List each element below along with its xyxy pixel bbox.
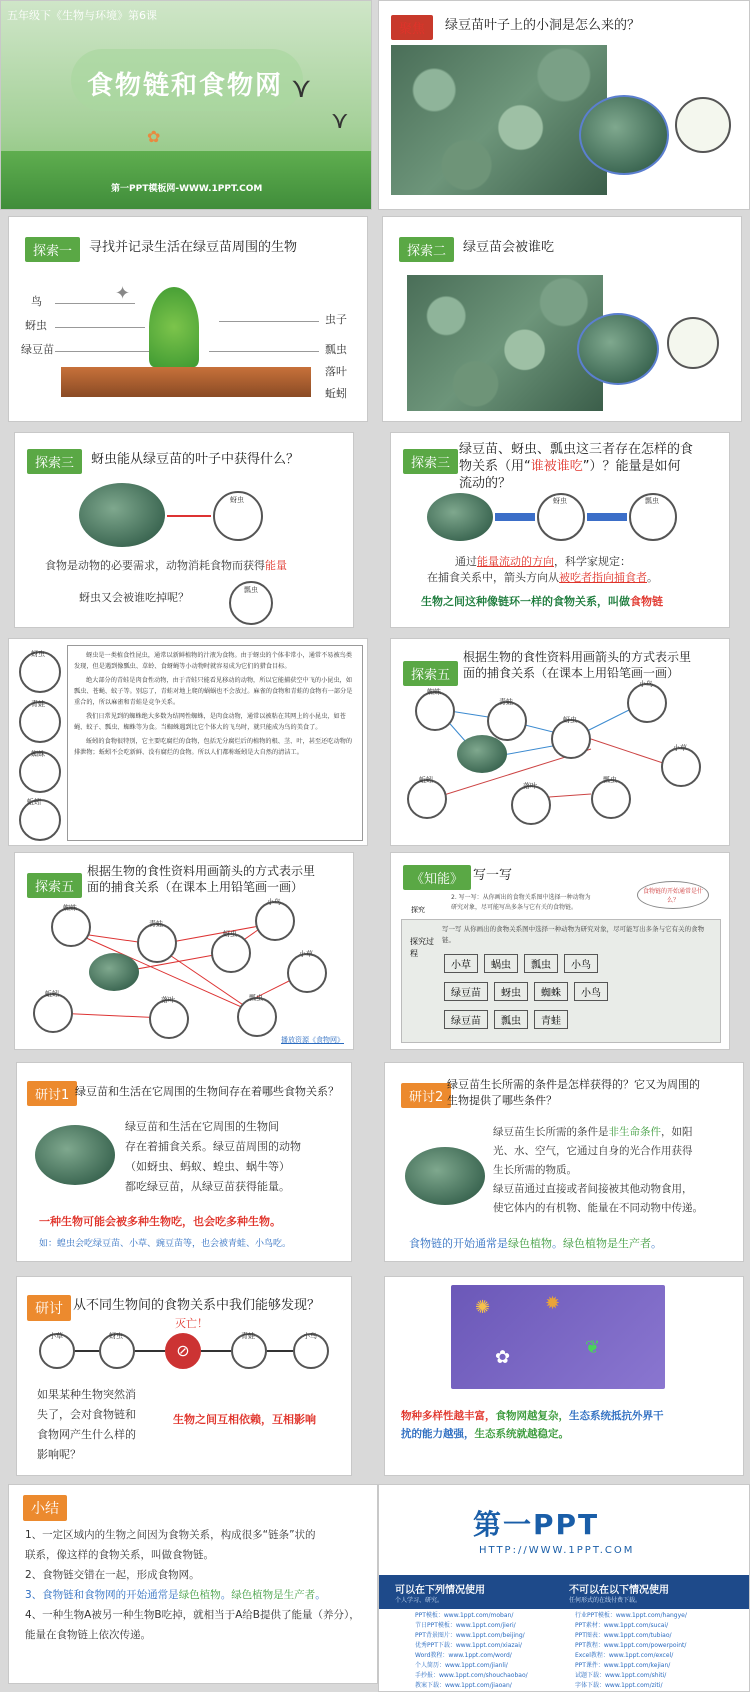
animal-icon: ✹	[545, 1293, 561, 1314]
paragraph-earthworm: 蚯蚓的食物很特别，它主要吃腐烂的食物，包括无分腐烂后的植物的根、茎、叶，甚至还吃动物的排泄物；蚯蚓不会吃新鲜、没有腐烂的食物。所以人们都称蚯蚓是大自然的清洁工。	[74, 738, 353, 756]
spider-label: 蜘蛛	[31, 750, 45, 758]
label-bird: 鸟	[31, 295, 42, 308]
explore-tag: 探索五	[27, 873, 82, 898]
earthworm-label: 蚯蚓	[27, 798, 41, 806]
bird-label: 小鸟	[267, 898, 281, 906]
reading-panel	[67, 645, 363, 841]
aphid-label: 蚜虫	[109, 1332, 123, 1340]
spider-node	[51, 907, 91, 947]
earthworm-node	[407, 779, 447, 819]
footer-label: 第一PPT模板网-WWW.1PPT.COM	[111, 184, 263, 194]
explore-title: 绿豆苗会被谁吃	[463, 240, 555, 255]
spider-label: 蜘蛛	[63, 904, 77, 912]
frog-label: 青蛙	[241, 1332, 255, 1340]
aphid-label: 蚜虫	[223, 930, 237, 938]
paragraph-aphid: 蚜虫是一类植食性昆虫，通常以新鲜植物的汁液为食物。由于蚜虫的个体非常小，通常不易被鸟类发现，但是遇到像瓢虫、草蛉、食蚜蝇等小动物时就容易成为它们的猎食目标。	[74, 652, 353, 670]
workbook-title: 写一写	[473, 868, 513, 883]
frog-label: 青蛙	[31, 700, 45, 708]
slide-title[interactable]	[0, 0, 372, 210]
soil-strip	[61, 367, 311, 397]
ladybug-label: 瓢虫	[244, 586, 258, 594]
explore-tag: 探索一	[25, 237, 80, 262]
bird-icon: ✦	[115, 283, 131, 304]
bird-node	[627, 683, 667, 723]
relation-line	[167, 515, 211, 517]
slide-main-title: 食物链和食物网	[87, 71, 284, 101]
play-resource-link[interactable]: 播放资源《食物网》	[281, 1036, 344, 1044]
frog-label: 青蛙	[499, 698, 513, 706]
resource-links-left: PPT模板：www.1ppt.com/moban/ 节日PPT模板：www.1ppt.com/jieri/ PPT背景图片：www.1ppt.com/beijing/ 优秀PPT下载：www.1ppt.com/xiazai/ Word教程：www.1ppt.com/word/ 个人简历：www.1ppt.com/jianli/ 手抄报：www.1ppt.com/shouchaobao/ 教案下载：www.1ppt.com/jiaoan/	[379, 1609, 565, 1692]
grass-label: 小草	[673, 744, 687, 752]
extinct-label: 灭亡！	[175, 1317, 208, 1330]
explore-tag: 探索三	[27, 449, 82, 474]
grass-label: 小草	[49, 1332, 63, 1340]
leaf-circle	[427, 493, 493, 541]
bird-label: 小鸟	[303, 1332, 317, 1340]
answer-text: 生物之间互相依赖，互相影响	[173, 1413, 316, 1426]
bean-leaf-circle	[35, 1125, 115, 1185]
earthworm-label: 蚯蚓	[45, 990, 59, 998]
leaves-node	[511, 785, 551, 825]
zoom-circle-leaf	[579, 95, 669, 175]
frog-label: 青蛙	[149, 920, 163, 928]
no-entry-icon: ⊘	[176, 1341, 190, 1360]
chain-arrow	[267, 1350, 293, 1352]
slide-discuss-2[interactable]	[384, 1062, 744, 1262]
can-use-heading: 可以在下列情况使用	[395, 1585, 485, 1596]
slide-discuss-3[interactable]	[16, 1276, 352, 1476]
leaf-circle	[79, 483, 165, 547]
explore-title: 绿豆苗、蚜虫、瓢虫这三者存在怎样的食 物关系（用“谁被谁吃”）？能量是如何 流动的？	[459, 442, 694, 491]
summary-tag: 小结	[23, 1495, 67, 1521]
butterfly-icon: ✿	[147, 127, 161, 146]
removed-node	[165, 1333, 201, 1369]
chain-row-2: 绿豆苗 蚜虫 蜘蛛 小鸟	[444, 982, 608, 1001]
grass-label: 小草	[299, 950, 313, 958]
explore-title: 寻找并记录生活在绿豆苗周围的生物	[89, 240, 298, 255]
focus-title: 绿豆苗叶子上的小洞是怎么来的？	[445, 18, 641, 33]
course-label: 五年级下《生物与环境》第6课	[7, 9, 157, 22]
example-text: 如：蝗虫会吃绿豆苗、小草、豌豆苗等，也会被青蛙、小鸟吃。	[39, 1239, 292, 1249]
leader-line	[55, 327, 145, 328]
rule-text-2: 在捕食关系中，箭头方向从被吃者指向捕食者。	[427, 571, 658, 584]
explore-tag: 探索二	[399, 237, 454, 262]
bean-node	[89, 953, 139, 991]
ladybug-label: 瓢虫	[249, 994, 263, 1002]
aphid-label: 蚜虫	[563, 716, 577, 724]
slide-branding[interactable]	[378, 1484, 750, 1692]
slide-explore-5a[interactable]	[390, 638, 730, 846]
slide-summary[interactable]	[8, 1484, 378, 1684]
paragraph-frog: 绝大部分的青蛙是肉食性动物，由于青蛙只能看见移动的动物，所以它能捕获空中飞的小昆虫，如瓢虫、苍蝇、蚊子等。别忘了，青蛙对地上爬的蜗蜗也不会放过。麻雀的食物和青蛙的食物有一部分是重合的，所以麻雀和青蛙是竞争关系。	[74, 677, 353, 706]
slide-explore-5b[interactable]	[14, 852, 354, 1050]
slide-focus[interactable]	[378, 0, 750, 210]
aphid-label: 蚜虫	[31, 650, 45, 658]
swallow-icon-2: ⋎	[331, 106, 349, 134]
aphid-label: 蚜虫	[553, 497, 567, 505]
cannot-use-sub: 任何形式的在线付费下载。	[569, 1597, 642, 1604]
explore-title: 根据生物的食性资料用画箭头的方式表示里 面的捕食关系（在课本上用铅笔画一画）	[87, 864, 316, 894]
question-paragraph: 如果某种生物突然消 失了，会对食物链和 食物网产生什么样的 影响呢？	[37, 1388, 136, 1461]
food-chain-definition: 生物之间这种像链环一样的食物关系，叫做食物链	[421, 595, 663, 608]
grass-node	[661, 747, 701, 787]
slide-explore-2[interactable]	[382, 216, 742, 422]
question-text: 蚜虫又会被谁吃掉呢？	[79, 591, 189, 604]
flow-arrow	[495, 513, 535, 521]
leaves-label: 落叶	[161, 996, 175, 1004]
zoom-circle-aphid	[675, 97, 731, 153]
frog-node	[487, 701, 527, 741]
label-aphid: 蚜虫	[25, 319, 47, 332]
can-use-sub: 个人学习、研究。	[395, 1597, 444, 1604]
ladybug-label: 瓢虫	[603, 776, 617, 784]
key-point-red: 一种生物可能会被多种生物吃，也会吃多种生物。	[39, 1215, 281, 1228]
grass-node	[287, 953, 327, 993]
label-leaves: 落叶	[325, 365, 347, 378]
discuss-title: 绿豆苗生长所需的条件是怎样获得的？它又为周围的 生物提供了哪些条件？	[447, 1078, 700, 1107]
explore-tag: 探索五	[403, 661, 458, 686]
ladybug-label: 瓢虫	[645, 497, 659, 505]
bean-plant-photo	[391, 45, 607, 195]
side-label-2: 探究过程	[410, 937, 434, 958]
animal-icon: ❦	[585, 1337, 601, 1358]
side-label: 探究	[411, 906, 425, 914]
aphid-node	[211, 933, 251, 973]
earthworm-label: 蚯蚓	[419, 776, 433, 784]
chain-row-1: 小草 蜗虫 瓢虫 小鸟	[444, 954, 598, 973]
bird-label: 小鸟	[639, 680, 653, 688]
discuss-paragraph: 绿豆苗和生活在它周围的生物间 存在着捕食关系。绿豆苗周围的动物 （如蚜虫、蚂蚁、蝗虫、蜗牛等） 都吃绿豆苗，从绿豆苗获得能量。	[125, 1120, 301, 1193]
discuss-paragraph: 绿豆苗生长所需的条件是非生命条件，如阳 光、水、空气，它通过自身的光合作用获得 生长所需的物质。 绿豆苗通过直接或者间接被其他动物食用， 使它体内的有机物、能量在不同动物中传递。	[493, 1126, 703, 1214]
focus-tag: 聚焦	[391, 15, 433, 40]
spider-label: 蜘蛛	[427, 688, 441, 696]
zoom-circle-aphid	[667, 317, 719, 369]
instruction-text: 2. 写一写：从你画出的食物关系图中选择一种动物为 研究对象，尽可能写出多条与它有关的食物链。	[451, 894, 591, 911]
spider-node	[415, 691, 455, 731]
summary-list: 1、一定区域内的生物之间因为食物关系，构成很多“链条”状的 联系，像这样的食物关系，叫做食物链。 2、食物链交错在一起，形成食物网。 3、食物链和食物网的开始通常是绿色植物。绿色植物是生产者。 4、一种生物A被另一种生物B吃掉，就相当于A给B提供了能量（养分）， 能量在食物链上依次传递。	[25, 1529, 360, 1641]
workbook-tag: 《知能》	[403, 865, 471, 890]
workbook-panel	[401, 919, 721, 1043]
ladybug-node	[591, 779, 631, 819]
slide-food-web-image[interactable]	[384, 1276, 744, 1476]
brand-url[interactable]: HTTP://WWW.1PPT.COM	[479, 1545, 635, 1556]
slide-discuss-1[interactable]	[16, 1062, 352, 1262]
slide-explore-1[interactable]	[8, 216, 368, 422]
slide-reading[interactable]	[8, 638, 368, 846]
producer-text: 食物链的开始通常是绿色植物。绿色植物是生产者。	[409, 1237, 662, 1250]
leader-line	[219, 321, 319, 322]
chain-row-3: 绿豆苗 瓢虫 青蛙	[444, 1010, 568, 1029]
bean-plant-photo	[407, 275, 603, 411]
bean-node	[457, 735, 507, 773]
chain-arrow	[135, 1350, 165, 1352]
aphid-label: 蚜虫	[230, 496, 244, 504]
animal-icon: ✺	[475, 1297, 491, 1318]
rule-text-1: 通过能量流动的方向，科学家规定：	[455, 555, 631, 568]
earthworm-node	[33, 993, 73, 1033]
brand-logo: 第一PPT	[473, 1508, 600, 1541]
energy-text: 食物是动物的必要需求，动物消耗食物而获得能量	[45, 559, 287, 572]
flow-arrow	[587, 513, 627, 521]
aphid-node	[551, 719, 591, 759]
resource-links-right: 行业PPT模板：www.1ppt.com/hangye/ PPT素材：www.1ppt.com/sucai/ PPT图表：www.1ppt.com/tubiao/ PPT教程：www.1ppt.com/powerpoint/ Excel教程：www.1ppt.com/excel/ PPT课件：www.1ppt.com/kejian/ 试题下载：www.1ppt.com/shiti/ 字体下载：www.1ppt.com/ziti/	[565, 1609, 750, 1692]
cannot-use-heading: 不可以在以下情况使用	[569, 1585, 669, 1596]
explore-title: 蚜虫能从绿豆苗的叶子中获得什么？	[91, 452, 300, 467]
leader-line	[209, 351, 319, 352]
frog-node	[137, 923, 177, 963]
discuss-tag: 研讨	[27, 1295, 71, 1321]
handwriting-prompt: 写一写 从你画出的食物关系图中选择一种动物为研究对象，尽可能写出多条与它有关的食物链。	[442, 925, 705, 944]
discuss-tag: 研讨2	[401, 1083, 451, 1108]
explore-title: 根据生物的食性资料用画箭头的方式表示里 面的捕食关系（在课本上用铅笔画一画）	[463, 650, 692, 680]
label-earthworm: 蚯蚓	[325, 387, 347, 400]
slide-workbook[interactable]	[390, 852, 730, 1050]
summary-text: 物种多样性越丰富，食物网越复杂，生态系统抵抗外界干 扰的能力越强，生态系统就越稳定。	[401, 1410, 664, 1440]
discuss-tag: 研讨1	[27, 1081, 77, 1106]
slide-explore-3b[interactable]	[390, 432, 730, 628]
zoom-circle-leaf	[577, 313, 659, 385]
label-bug: 虫子	[325, 313, 347, 326]
swallow-icon: ⋎	[291, 71, 312, 104]
paragraph-spider: 我们日常见到的蜘蛛绝大多数为结网性蜘蛛，是肉食动物，通常以被粘在其网上的小昆虫，如苍蝇、蚊子、瓢虫、蜘蛛等为食。当蜘蛛遇到比它个体大的飞鸟时，就只能成为鸟的美食了。	[74, 713, 346, 731]
label-bean: 绿豆苗	[21, 343, 54, 356]
ladybug-node	[237, 997, 277, 1037]
animal-icon: ✿	[495, 1347, 511, 1368]
bird-node	[255, 901, 295, 941]
slide-explore-3a[interactable]	[14, 432, 354, 628]
discuss-title: 绿豆苗和生活在它周围的生物间存在着哪些食物关系？	[75, 1085, 339, 1098]
leaves-label: 落叶	[523, 782, 537, 790]
discuss-title: 从不同生物间的食物关系中我们能够发现？	[73, 1298, 321, 1313]
chain-arrow	[75, 1350, 99, 1352]
chain-arrow	[201, 1350, 231, 1352]
leaves-node	[149, 999, 189, 1039]
tip-bubble: 食物链的开始通常是什么？	[637, 881, 709, 909]
plant-icon	[149, 287, 199, 367]
bean-leaf-circle	[405, 1147, 485, 1205]
label-ladybug: 瓢虫	[325, 343, 347, 356]
explore-tag: 探索三	[403, 449, 458, 474]
